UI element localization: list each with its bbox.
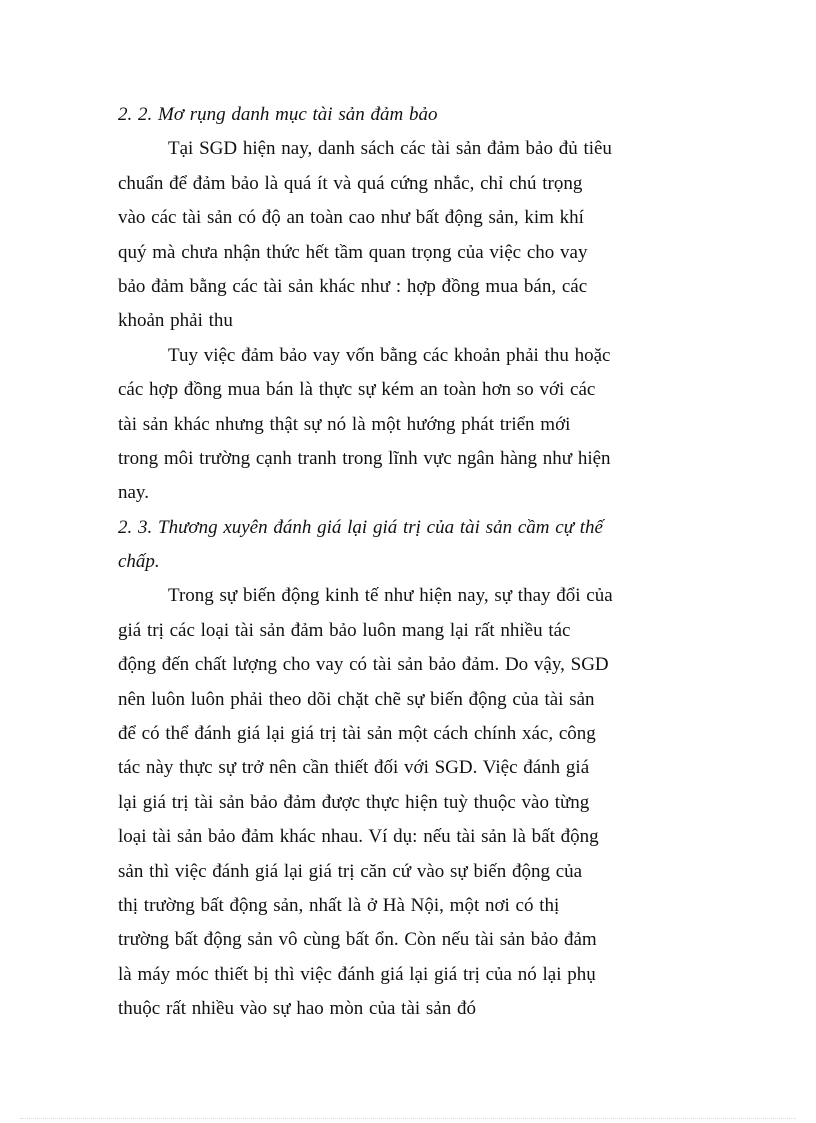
paragraph-line: nên luôn luôn phải theo dõi chặt chẽ sự biến động của tài sản [118,688,595,710]
paragraph-line: chuẩn để đảm bảo là quá ít và quá cứng nhắc, chỉ chú trọng [118,172,583,194]
section-heading-line: 2. 2. Mơ rụng danh mục tài sản đảm bảo [118,104,438,125]
section-heading [118,511,698,580]
paragraph-line: thị trường bất động sản, nhất là ở Hà Nội, một nơi có thị [118,894,560,916]
paragraph-line: loại tài sản bảo đảm khác nhau. Ví dụ: nếu tài sản là bất động [118,826,599,848]
paragraph-line: vào các tài sản có độ an toàn cao như bất động sản, kim khí [118,207,584,229]
paragraph-line: Tuy việc đảm bảo vay vốn bằng các khoản phải thu hoặc [168,344,611,366]
paragraph-line: trong môi trường cạnh tranh trong lĩnh vực ngân hàng như hiện [118,447,611,469]
paragraph-line: động đến chất lượng cho vay có tài sản bảo đảm. Do vậy, SGD [118,654,609,676]
page-bottom-dotted-rule [20,1118,796,1119]
section-heading-line: chấp. [118,551,160,573]
section-heading-line: 2. 3. Thương xuyên đánh giá lại giá trị của tài sản cầm cự thế [118,516,603,538]
paragraph-line: khoản phải thu [118,310,233,332]
paragraph-line: là máy móc thiết bị thì việc đánh giá lại giá trị của nó lại phụ [118,963,596,985]
paragraph-line: trường bất động sản vô cùng bất ổn. Còn nếu tài sản bảo đảm [118,929,597,951]
paragraph [118,339,698,511]
paragraph-line: bảo đảm bằng các tài sản khác như : hợp đồng mua bán, các [118,275,588,297]
paragraph [118,132,698,338]
paragraph-line: tài sản khác nhưng thật sự nó là một hướng phát triển mới [118,413,571,435]
paragraph-line: để có thể đánh giá lại giá trị tài sản một cách chính xác, công [118,723,596,745]
paragraph-line: thuộc rất nhiều vào sự hao mòn của tài sản đó [118,998,476,1020]
section-heading [118,98,698,132]
paragraph-line: các hợp đồng mua bán là thực sự kém an toàn hơn so với các [118,379,596,401]
paragraph-line: nay. [118,482,149,504]
paragraph-line: Tại SGD hiện nay, danh sách các tài sản đảm bảo đủ tiêu [168,138,612,160]
paragraph-line: sản thì việc đánh giá lại giá trị căn cứ vào sự biến động của [118,860,583,882]
paragraph-line: lại giá trị tài sản bảo đảm được thực hiện tuỳ thuộc vào từng [118,791,590,813]
paragraph-line: Trong sự biến động kinh tế như hiện nay, sự thay đổi của [168,585,613,607]
paragraph-line: quý mà chưa nhận thức hết tầm quan trọng của việc cho vay [118,241,588,263]
paragraph-line: tác này thực sự trở nên cần thiết đối với SGD. Việc đánh giá [118,757,590,779]
document-page [118,98,698,1027]
paragraph-line: giá trị các loại tài sản đảm bảo luôn mang lại rất nhiều tác [118,619,571,641]
paragraph [118,579,698,1026]
